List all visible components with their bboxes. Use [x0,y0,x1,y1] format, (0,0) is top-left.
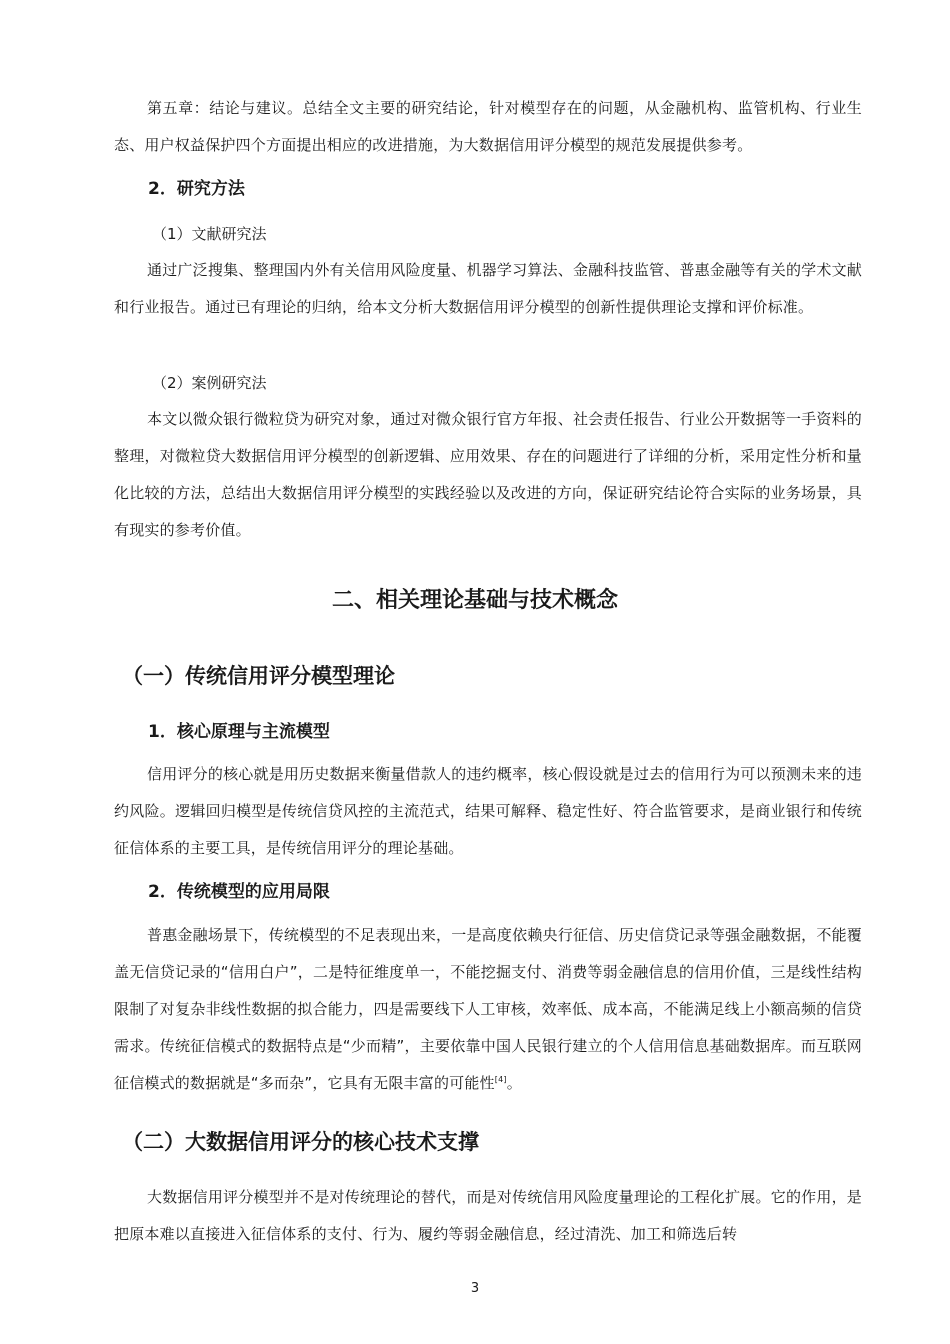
chapter-heading-2: 二、相关理论基础与技术概念 [331,588,618,613]
paragraph-core-principles: 信用评分的核心就是用历史数据来衡量借款人的违约概率，核心假设就是过去的信用行为可以预测未来的违约风险。逻辑回归模型是传统信贷风控的主流范式，结果可解释、稳定性好、符合监管要求，是商业银行和传统征信体系的主要工具，是传统信用评分的理论基础。 [114,765,862,857]
section-heading-traditional: （一）传统信用评分模型理论 [122,664,395,688]
page-number: 3 [470,1281,480,1296]
paragraph-chapter5-summary: 第五章：结论与建议。总结全文主要的研究结论，针对模型存在的问题，从金融机构、监管机构、行业生态、用户权益保护四个方面提出相应的改进措施，为大数据信用评分模型的规范发展提供参考。 [114,99,862,154]
paragraph-traditional-limits-end: 。 [506,1074,522,1092]
paragraph-traditional-limits-text: 普惠金融场景下，传统模型的不足表现出来，一是高度依赖央行征信、历史信贷记录等强金融数据，不能覆盖无信贷记录的“信用白户”，二是特征维度单一，不能挖掘支付、消费等弱金融信息的信用价值，三是线性结构限制了对复杂非线性数据的拟合能力，四是需要线下人工审核，效率低、成本高，不能满足线上小额高频的信贷需求。传统征信模式的数据特点是“少而精”，主要依靠中国人民银行建立的个人信用信息基础数据库。而互联网征信模式的数据就是“多而杂”，它具有无限丰富的可能性 [114,926,862,1092]
paragraph-literature-method: 通过广泛搜集、整理国内外有关信用风险度量、机器学习算法、金融科技监管、普惠金融等有关的学术文献和行业报告。通过已有理论的归纳，给本文分析大数据信用评分模型的创新性提供理论支撑和评价标准。 [114,261,862,316]
paragraph-traditional-limits [114,917,862,1102]
heading-research-methods: 2．研究方法 [148,179,245,199]
heading-traditional-limits: 2．传统模型的应用局限 [148,882,330,902]
heading-literature-method: （1）文献研究法 [152,225,267,243]
heading-case-method: （2）案例研究法 [152,374,267,392]
paragraph-case-method: 本文以微众银行微粒贷为研究对象，通过对微众银行官方年报、社会责任报告、行业公开数据等一手资料的整理，对微粒贷大数据信用评分模型的创新逻辑、应用效果、存在的问题进行了详细的分析，采用定性分析和量化比较的方法，总结出大数据信用评分模型的实践经验以及改进的方向，保证研究结论符合实际的业务场景，具有现实的参考价值。 [114,410,862,539]
citation-4[interactable]: [4] [494,1075,507,1084]
paragraph-bigdata-tech: 大数据信用评分模型并不是对传统理论的替代，而是对传统信用风险度量理论的工程化扩展。它的作用，是把原本难以直接进入征信体系的支付、行为、履约等弱金融信息，经过清洗、加工和筛选后转 [114,1188,862,1243]
heading-core-principles: 1．核心原理与主流模型 [148,722,330,742]
section-heading-bigdata: （二）大数据信用评分的核心技术支撑 [122,1130,479,1154]
